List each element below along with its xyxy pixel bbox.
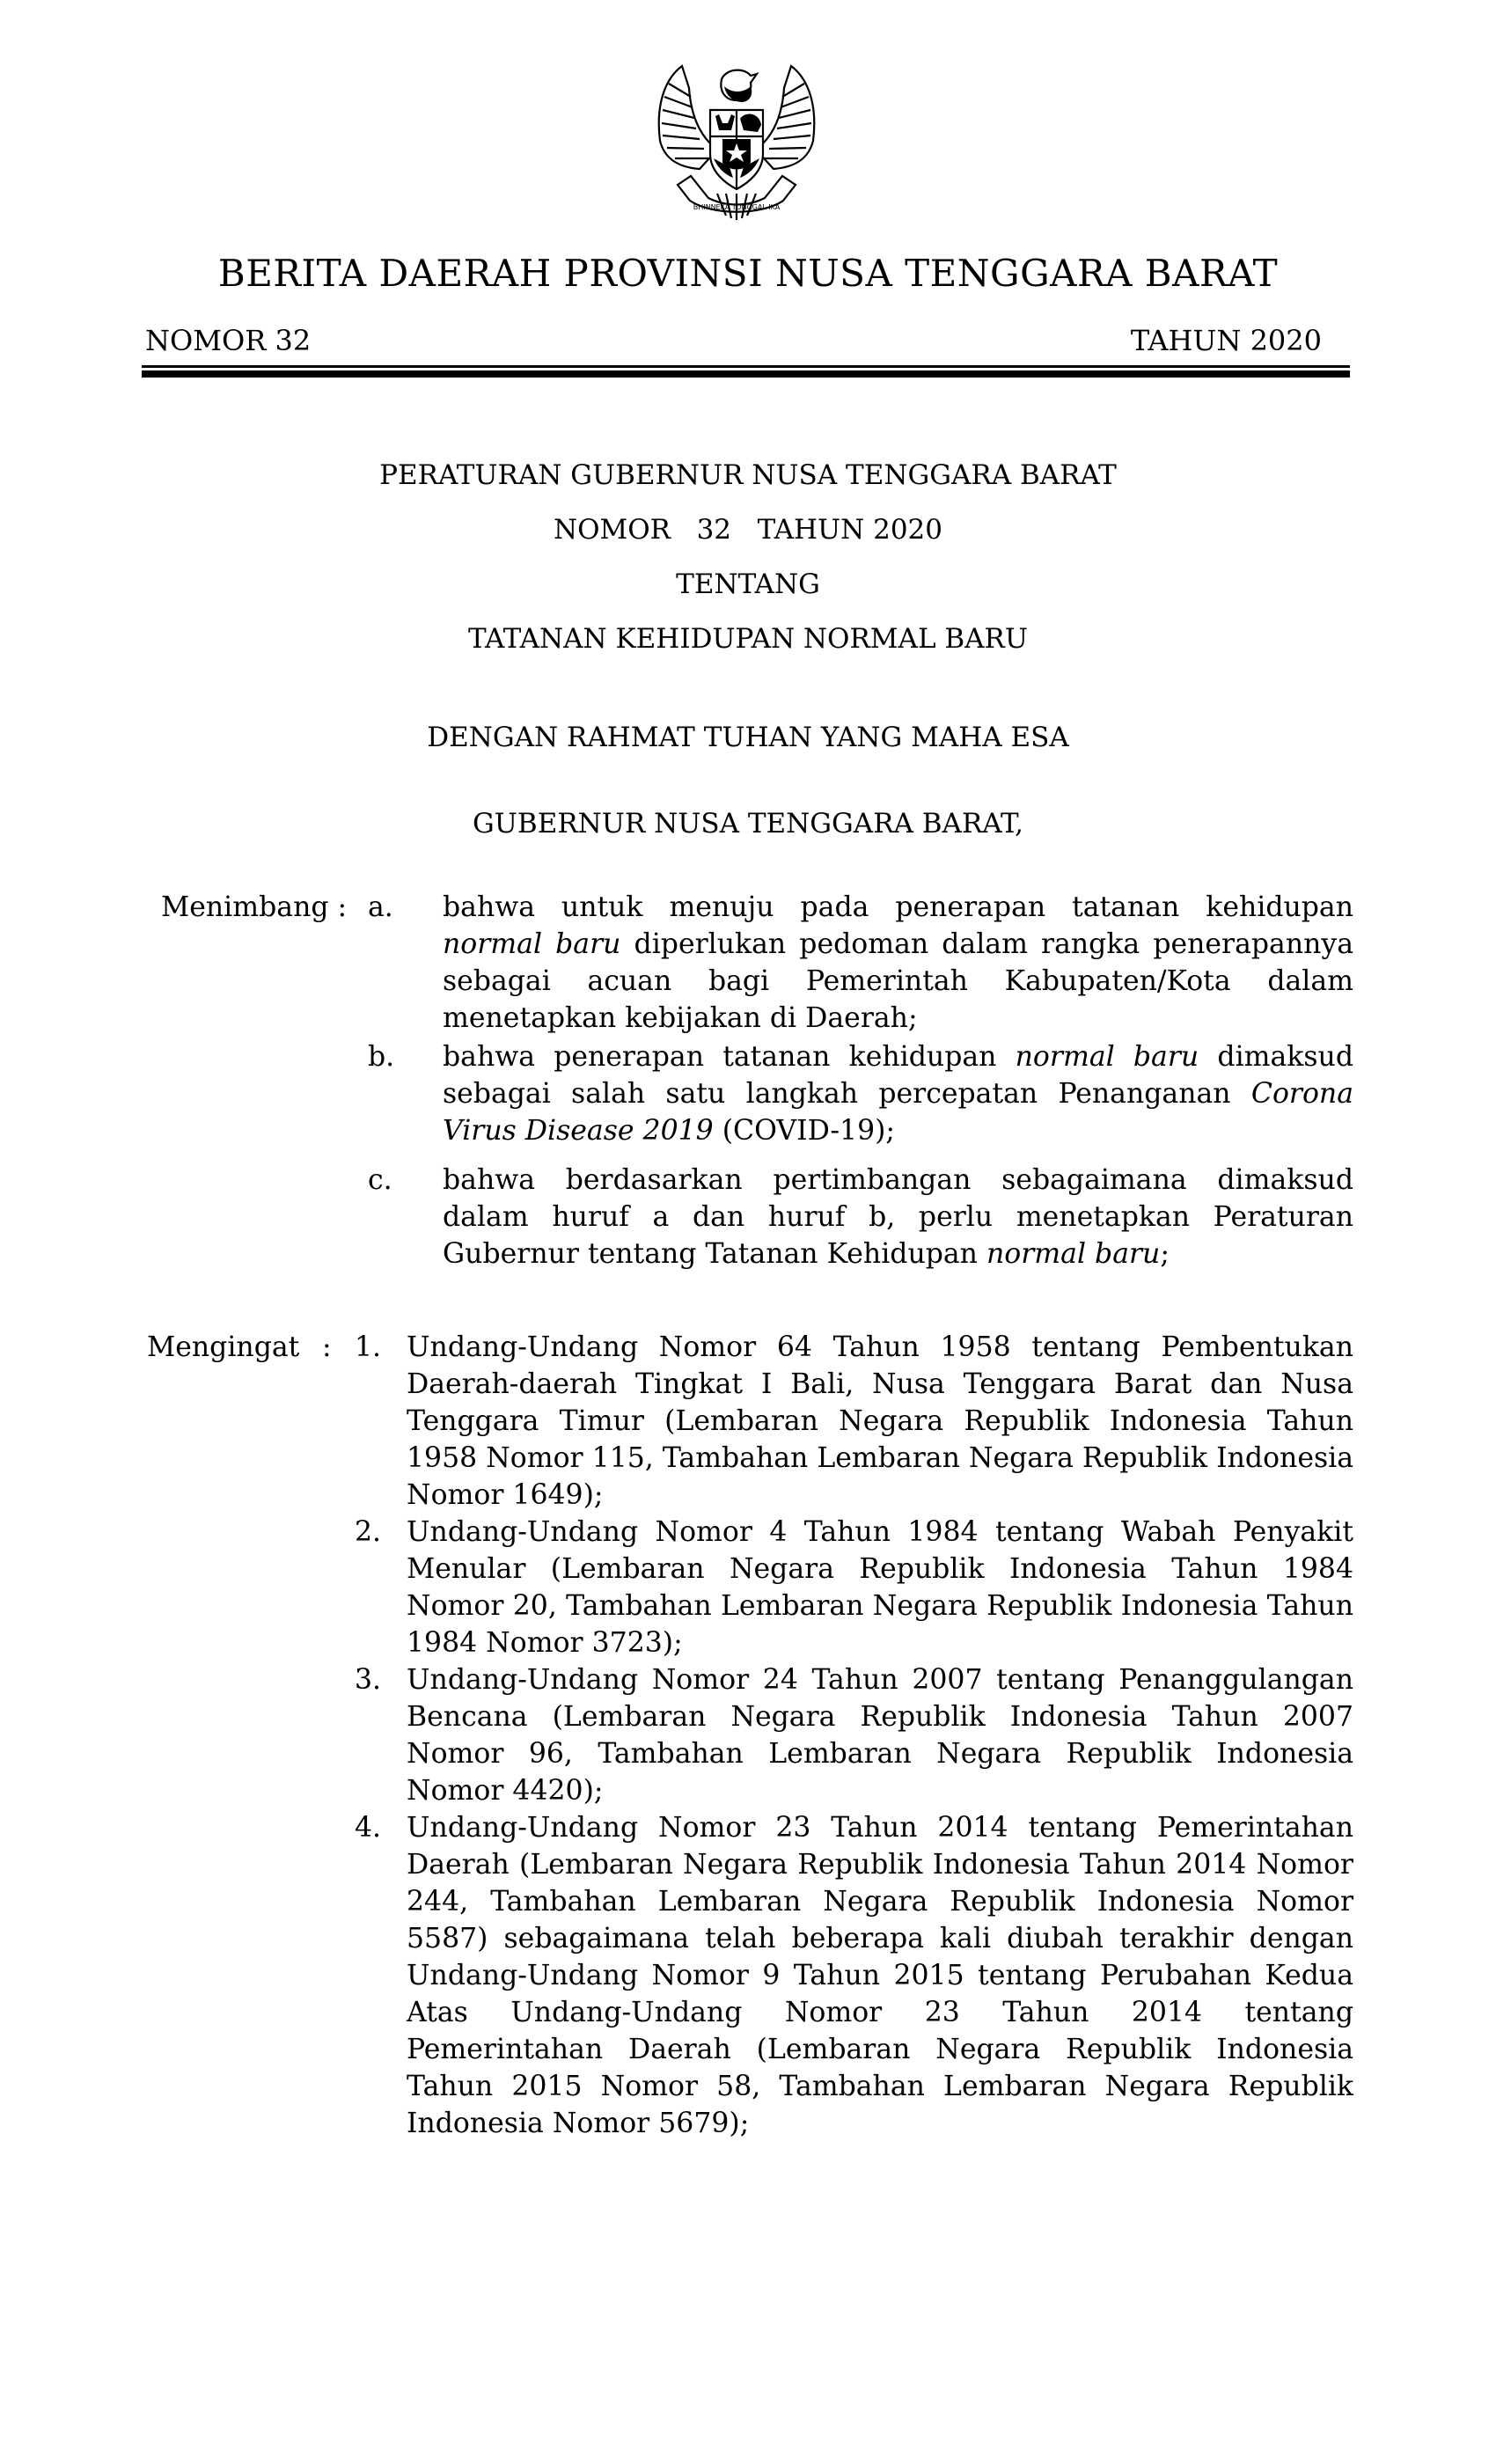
item-text: Undang-Undang Nomor 64 Tahun 1958 tentang Pembentukan Daerah-daerah Tingkat I Bali, Nusa Tenggara Barat dan Nusa Tenggara Timur (Lembaran Negara Republik Indonesia Tahun 1958 Nomor 115, Tambahan Lembaran Negara Republik Indonesia Nomor 1649); bbox=[407, 1331, 1353, 1511]
italic-text: normal baru bbox=[986, 1238, 1161, 1270]
regulation-tentang: TENTANG bbox=[676, 568, 820, 600]
regulation-title: PERATURAN GUBERNUR NUSA TENGGARA BARAT bbox=[379, 459, 1117, 491]
text-run: bahwa untuk menuju pada penerapan tatanan kehidupan bbox=[443, 891, 1353, 923]
menimbang-label: Menimbang : bbox=[161, 891, 348, 923]
item-mark: a. bbox=[368, 891, 393, 923]
item-text bbox=[443, 1162, 1353, 1272]
item-text bbox=[443, 1038, 1353, 1149]
item-text: Undang-Undang Nomor 4 Tahun 1984 tentang Wabah Penyakit Menular (Lembaran Negara Republik Indonesia Tahun 1984 Nomor 20, Tambahan Lembaran Negara Republik Indonesia Tahun 1984 Nomor 3723); bbox=[407, 1516, 1353, 1659]
invocation: DENGAN RAHMAT TUHAN YANG MAHA ESA bbox=[427, 722, 1069, 753]
text-run: bahwa penerapan tatanan kehidupan bbox=[443, 1041, 1016, 1073]
item-text: Undang-Undang Nomor 24 Tahun 2007 tentang Penanggulangan Bencana (Lembaran Negara Republik Indonesia Tahun 2007 Nomor 96, Tambahan Lembaran Negara Republik Indonesia Nomor 4420); bbox=[407, 1664, 1353, 1807]
text-run: diperlukan pedoman dalam rangka penerapannya sebagai acuan bagi Pemerintah Kabupaten/Kota dalam menetapkan kebijakan di Daerah; bbox=[443, 928, 1353, 1034]
item-mark: b. bbox=[368, 1041, 395, 1073]
issuer: GUBERNUR NUSA TENGGARA BARAT, bbox=[473, 808, 1023, 840]
gazette-number: NOMOR 32 bbox=[145, 324, 312, 357]
regulation-number: NOMOR 32 TAHUN 2020 bbox=[553, 514, 942, 546]
item-text bbox=[443, 889, 1353, 1037]
italic-text: normal baru bbox=[1015, 1041, 1199, 1073]
italic-text: Corona Virus Disease 2019 bbox=[443, 1078, 1353, 1147]
emblem-motto: BHINNEKA TUNGGAL IKA bbox=[693, 203, 781, 211]
header-rule-thick bbox=[142, 370, 1350, 378]
italic-text: normal baru bbox=[443, 928, 621, 960]
item-mark: 1. bbox=[355, 1331, 382, 1363]
gazette-year: TAHUN 2020 bbox=[1130, 324, 1322, 357]
header-rule-thin bbox=[142, 365, 1350, 368]
mengingat-colon: : bbox=[322, 1331, 332, 1363]
item-mark: c. bbox=[368, 1164, 392, 1196]
text-run: ; bbox=[1160, 1238, 1170, 1270]
mengingat-label: Mengingat bbox=[147, 1331, 300, 1363]
text-run: dimaksud sebagai salah satu langkah percepatan Penanganan bbox=[443, 1041, 1353, 1110]
item-mark: 4. bbox=[355, 1812, 382, 1844]
gazette-title: BERITA DAERAH PROVINSI NUSA TENGGARA BARAT bbox=[217, 252, 1279, 295]
text-run: (COVID-19); bbox=[713, 1115, 896, 1147]
item-mark: 3. bbox=[355, 1664, 382, 1696]
garuda-emblem-icon bbox=[638, 44, 835, 229]
text-run: bahwa berdasarkan pertimbangan sebagaimana dimaksud dalam huruf a dan huruf b, perlu menetapkan Peraturan Gubernur tentang Tatanan Kehidupan bbox=[443, 1164, 1353, 1270]
regulation-subject: TATANAN KEHIDUPAN NORMAL BARU bbox=[467, 623, 1029, 655]
item-text: Undang-Undang Nomor 23 Tahun 2014 tentang Pemerintahan Daerah (Lembaran Negara Republik Indonesia Tahun 2014 Nomor 244, Tambahan Lembaran Negara Republik Indonesia Nomor 5587) sebagaimana telah beberapa kali diubah terakhir dengan Undang-Undang Nomor 9 Tahun 2015 tentang Perubahan Kedua Atas Undang-Undang Nomor 23 Tahun 2014 tentang Pemerintahan Daerah (Lembaran Negara Republik Indonesia Tahun 2015 Nomor 58, Tambahan Lembaran Negara Republik Indonesia Nomor 5679); bbox=[407, 1812, 1353, 2139]
item-mark: 2. bbox=[355, 1516, 382, 1548]
